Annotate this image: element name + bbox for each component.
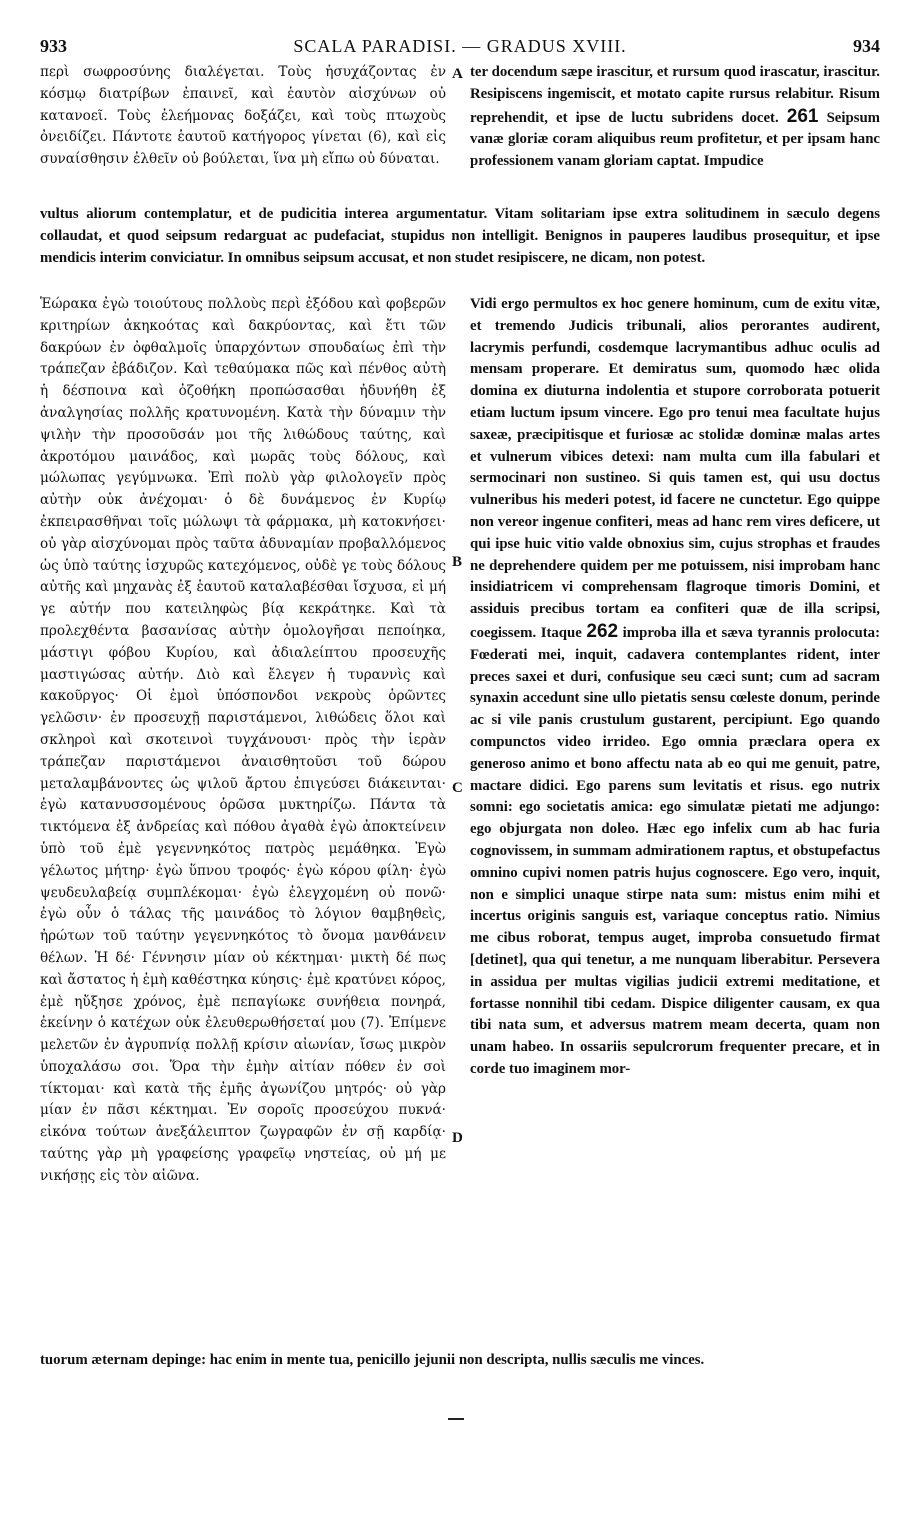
greek-paragraph: περὶ σωφροσύνης διαλέγεται. Τοὺς ἡσυχάζοντας ἐν κόσμῳ διατρίβων ἐπαινεῖ, καὶ ἑαυτὸν αἰσχύνων οὐ κατανοεῖ. Τοὺς ἐλεήμονας δοξάζει, καὶ τοὺς πτωχοὺς ὀνειδίζει. Πάντοτε ἑαυτοῦ κατήγορος γίνεται (6), καὶ εἰς συναίσθησιν ἐλθεῖν οὐ βούλεται, ἵνα μὴ εἴπω οὐ δύναται.: [40, 64, 446, 168]
latin-full-width-block-1: [40, 204, 880, 269]
latin-paragraph: vultus aliorum contemplatur, et de pudicitia interea argumentatur. Vitam solitariam ipse extra solitudinem in sæculo degens collaudat, et quod seipsum redarguat ac pudefaciat, stupidus non intelligit. Benignos in pauperes laudibus prosequitur, et ipse mendicis interim conviciatur. In omnibus seipsum accusat, et non studet resipiscere, ne dicam, non potest.: [40, 206, 880, 266]
margin-letter-a: A: [452, 66, 463, 82]
margin-letter-d: D: [452, 1130, 463, 1146]
running-header: [40, 36, 880, 60]
greek-paragraph: Ἑώρακα ἐγὼ τοιούτους πολλοὺς περὶ ἐξόδου καὶ φοβερῶν κριτηρίων ἀκηκοότας καὶ δακρύοντας, καὶ ἔτι τῶν δακρύων ἐν ὀφθαλμοῖς ὑπαρχόντων σπουδαίως ἐπὶ τὴν τράπεζαν ἐβάδιζον. Καὶ τεθαύμακα πῶς καὶ πένθος αὐτὴ ἡ δέσποινα καὶ ὀζοθήκη προπώσασθαι ἠδυνήθη ἐξ ἀναλγησίας πολλῆς κρατυνομένη. Κατὰ τὴν δύναμιν τὴν ψιλὴν τὴν προσοῦσάν μοι τῆς λιθώδους ταύτης, καὶ ἀκροτόμου μαινάδος, καὶ μωρᾶς τοὺς δόλους, καὶ μώλωπας γεγύμνωκα. Ἐπὶ πολὺ γὰρ φιλολογεῖν πρὸς αὐτὴν οὐκ ἀνέχομαι· ὁ δὲ δυνάμενος ἐν Κυρίῳ ἐκπειρασθῆναι τοῖς μώλωψι τὰ φάρμακα, μὴ κατοκνήσει· οὐ γὰρ αἰσχύνομαι πρὸς ταῦτα ἀδυναμίαν προβαλλόμενος ὡς ὑπὸ ταύτης ἰσχυρῶς κατεχόμενος, οὐδὲ γε τοὺς δόλους αὐτῆς καὶ μηχανὰς ἐξ ἑαυτοῦ καταλαβέσθαι ἴσχυσα, εἰ μή γε αὐτήν που κατειληφὼς βίᾳ κεκράτηκε. Καὶ τὰ προλεχθέντα βασανίσας αὐτὴν ὁμολογῆσαι πεποίηκα, μάστιγι φόβου Κυρίου, καὶ ἀδιαλείπτου προσευχῆς μαστιγώσας αὐτήν. Διὸ καὶ ἔλεγεν ἡ τυραννὶς καὶ κακοῦργος· Οἱ ἐμοὶ ὑπόσπονδοι νεκροὺς ὁρῶντες γελῶσιν· ἐν προσευχῇ παριστάμενοι, λιθώδεις ὅλοι καὶ σκληροὶ καὶ σκοτεινοὶ τυγχάνουσι· πρὸς τὴν ἱερὰν τράπεζαν παριστάμενοι ἀναισθητοῦσι τοῦ δώρου μεταλαμβάνοντες ὡς ψιλοῦ ἄρτου ἐπιγεύσει διάκεινται· ἐγὼ κατανυσσομένους ὁρῶσα μυκτηρίζω. Πάντα τὰ τικτόμενα ἐξ ἀνδρείας καὶ πόθου ἀγαθὰ ἐγὼ ἀποκτείνειν ὑπὸ τοῦ ἐμὲ γεγεννηκότος πατρὸς μεμάθηκα. Ἐγὼ γέλωτος μήτηρ· ἐγὼ ὕπνου τροφός· ἐγὼ κόρου φίλη· ἐγὼ ψευδευλαβείᾳ συμπλέκομαι· ἐγὼ ἐλεγχομένη οὐ πονῶ· ἐγὼ οὖν ὁ τάλας τῆς μαινάδος τὸ λόγιον θαμβηθεὶς, ἠρώτων τοῦ ταύτην γεγεννηκότος τὸ ὄνομα μανθάνειν θέλων. Ἡ δέ· Γέννησιν μίαν οὐ κέκτημαι· μικτὴ δέ πως καὶ ἄστατος ἡ ἐμὴ καθέστηκα κύησις· ἐμὲ κρατύνει κόρος, ἐμὲ ηὔξησε χρόνος, ἐμὲ πεπαγίωκε συνήθεια πονηρά, ἐκείνην ὁ κατέχων οὐκ ἐλευθερωθήσεταί μου (7). Ἐπίμενε μελετῶν ἐν ἀγρυπνίᾳ πολλῇ κρίσιν αἰωνίαν, ἴσως μικρὸν ὑποχαλάσω σοι. Ὅρα τὴν ἐμὴν αἰτίαν πόθεν ἐν σοὶ τίκτομαι· καὶ κατὰ τῆς ἐμῆς ἀγωνίζου μητρός· οὐ γὰρ μίαν ἐν πᾶσι κέκτημαι. Ἐν σοροῖς προσεύχου πυκνά· εἰκόνα τούτων ἀνεξάλειπτον ζωγραφῶν ἐν σῇ καρδίᾳ· ταύτης γὰρ μὴ γραφείσης γραφεῖῳ νηστείας, οὐ μή με νικήσῃς εἰς τὸν αἰῶνα.: [40, 296, 446, 1184]
greek-column-block-2: [40, 294, 446, 1188]
latin-paragraph: [470, 294, 880, 1081]
page-number-left: 933: [40, 36, 67, 56]
latin-text-after-ref: Seipsum vanæ gloriæ coram aliquibus reum profitetur, et per ipsam hanc professionem vanam gloriam captat. Impudice: [470, 109, 881, 170]
latin-paragraph: [470, 62, 880, 173]
marginal-reference-number: 261: [786, 105, 819, 127]
greek-column-block-1: [40, 62, 446, 171]
marginal-reference-number: 262: [586, 620, 619, 642]
latin-paragraph: tuorum æternam depinge: hac enim in mente tua, penicillo jejunii non descripta, nullis sæculis me vinces.: [40, 1352, 705, 1368]
latin-column-block-2: [470, 294, 880, 1081]
latin-text-before-ref: ter docendum sæpe irascitur, et rursum quod irascatur, irascitur. Resipiscens ingemiscit, et motato capite rursus relabitur. Risum reprehendit, et ipse de luctu subridens docet.: [470, 64, 880, 126]
latin-full-width-block-2: [40, 1350, 880, 1372]
latin-text-after-ref: improba illa et sæva tyrannis prolocuta: Fœderati mei, inquit, cadavera contemplantes rident, inter preces saxei et duri, confusique seu cæci sunt; cum ad sacram synaxin accedunt sine ullo pietatis sensu cœleste donum, perinde ac si vile panis crustulum gustarent, percipiunt. Ego quando compunctos video irrideo. Ego omnia præclara opera ex generoso animo et bono affectu nata ab eo qui me genuit, patre, mactare didici. Ego parens sum levitatis et risus. ego nutrix somni: ego societatis amica: ego simulatæ pietati me adjungo: ego objurgata non doleo. Hæc ego infelix cum ab hac furia cognovissem, in summam admirationem raptus, et obstupefactus omnino cupivi nomen patris hujus cognoscere. Ego vero, inquit, non e simplici unaque stirpe nata sum: mistus enim mihi et incertus originis sanguis est, variaque conceptus ratio. Nimius me cibus roborat, tempus auget, improba consuetudo firmat [detinet], qua qui tenetur, a me nunquam liberabitur. Persevera in assidua per multas vigilias judicii extremi meditatione, et fortasse nonnihil tibi cedam. Dispice diligenter causam, ex qua tibi nata sum, et adversus matrem meam decerta, quam non unam habeo. In ossariis sepulcrorum frequenter precare, et in corde tuo imaginem mor-: [470, 624, 880, 1077]
page-number-right: 934: [853, 36, 880, 56]
latin-column-block-1: [470, 62, 880, 173]
end-rule: [448, 1418, 464, 1420]
running-title: SCALA PARADISI. — GRADUS XVIII.: [293, 36, 627, 56]
margin-letter-c: C: [452, 780, 463, 796]
latin-text-before-ref: Vidi ergo permultos ex hoc genere hominum, cum de exitu vitæ, et tremendo Judicis tribunali, alios perorantes audirent, lacrymis perfundi, cosdemque lacrymantibus adhuc oculis ad mensam properare. Et demiratus sum, quomodo hæc olida domina ex diuturna indolentia et stupore corroborata potuerit etiam luctum ipsum vincere. Ego pro tenui mea facultate hujus saxeæ, præcipitisque et furiosæ ac stolidæ dominæ malas artes et vulnerum vibices detexi: nam multa cum illa fabulari et sermocinari non sustineo. Si quis tamen est, qui usu doctus vulneribus his mederi potest, id facere ne cunctetur. Ego quippe non vereor ingenue confiteri, meas ad hanc rem vires deficere, ut qui ipse huic vitio valde obnoxius sim, cujus strophas et fraudes ne deprehendere quidem per me potuissem, nisi improbam hanc insidiatricem vi comprehensam flagroque timoris Domini, et assiduis precibus tortam ea confiteri quæ de illa scripsi, coegissem. Itaque: [470, 296, 880, 641]
margin-letter-b: B: [452, 554, 463, 570]
